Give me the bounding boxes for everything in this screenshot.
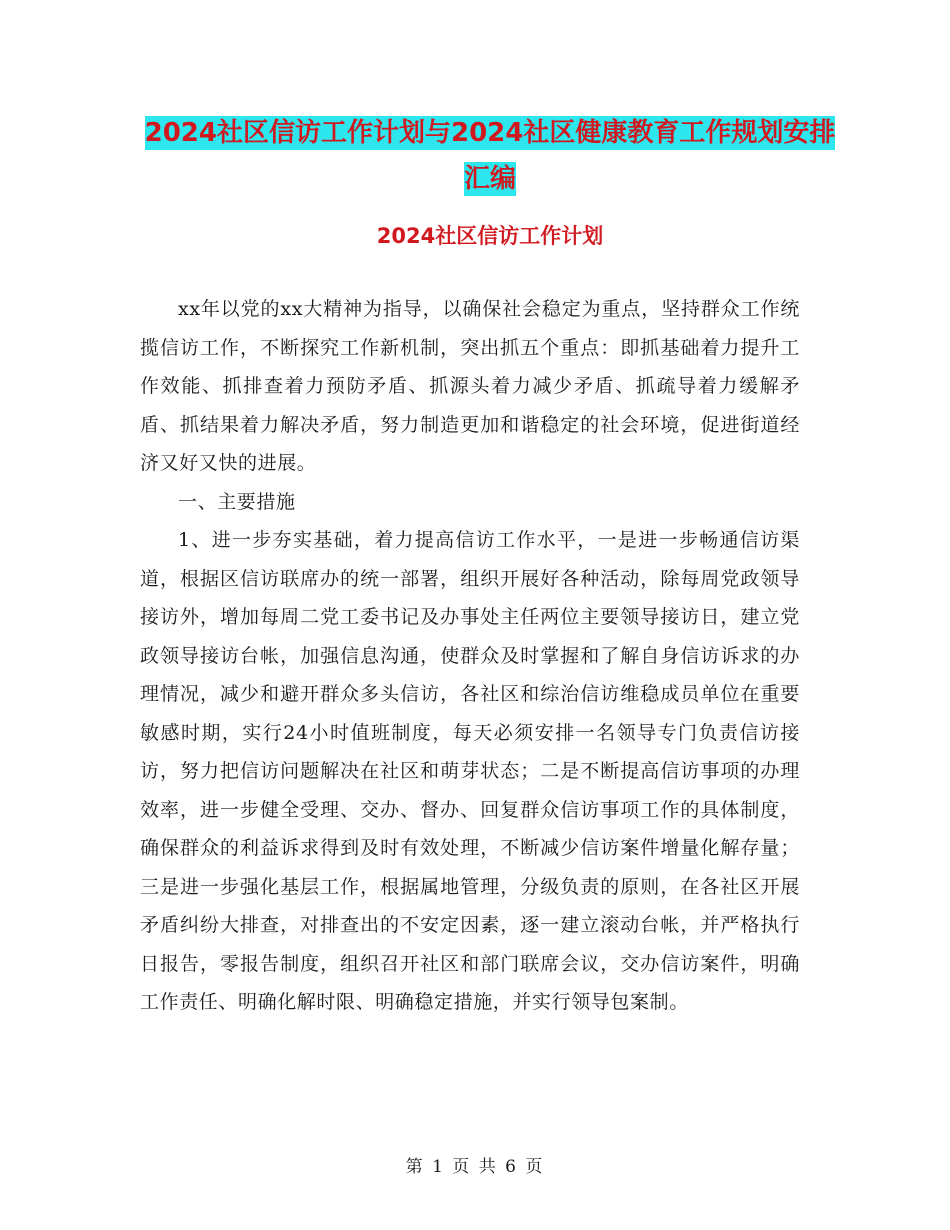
section-title: 2024社区信访工作计划: [376, 224, 604, 248]
document-title-text: 2024社区信访工作计划与2024社区健康教育工作规划安排汇编: [144, 118, 836, 194]
paragraph-intro: xx年以党的xx大精神为指导，以确保社会稳定为重点，坚持群众工作统揽信访工作，不断探究工作新机制，突出抓五个重点：即抓基础着力提升工作效能、抓排查着力预防矛盾、抓源头着力减少矛盾、抓疏导着力缓解矛盾、抓结果着力解决矛盾，努力制造更加和谐稳定的社会环境，促进街道经济又好又快的进展。: [140, 298, 800, 474]
paragraph-heading-measures: 一、主要措施: [178, 490, 296, 513]
page-number-label: 第 1 页 共 6 页: [405, 1157, 545, 1177]
page-footer: [0, 1152, 950, 1177]
paragraph-measure-1: 1、进一步夯实基础，着力提高信访工作水平，一是进一步畅通信访渠道，根据区信访联席办的统一部署，组织开展好各种活动，除每周党政领导接访外，增加每周二党工委书记及办事处主任两位主要领导接访日，建立党政领导接访台帐，加强信息沟通，使群众及时掌握和了解自身信访诉求的办理情况，减少和避开群众多头信访，各社区和综治信访维稳成员单位在重要敏感时期，实行24小时值班制度，每天必须安排一名领导专门负责信访接访，努力把信访问题解决在社区和萌芽状态；二是不断提高信访事项的办理效率，进一步健全受理、交办、督办、回复群众信访事项工作的具体制度，确保群众的利益诉求得到及时有效处理，不断减少信访案件增量化解存量；三是进一步强化基层工作，根据属地管理，分级负责的原则，在各社区开展矛盾纠纷大排查，对排查出的不安定因素，逐一建立滚动台帐，并严格执行日报告，零报告制度，组织召开社区和部门联席会议，交办信访案件，明确工作责任、明确化解时限、明确稳定措施，并实行领导包案制。: [140, 529, 800, 1013]
document-body: [140, 290, 800, 1022]
document-title: [140, 110, 840, 202]
